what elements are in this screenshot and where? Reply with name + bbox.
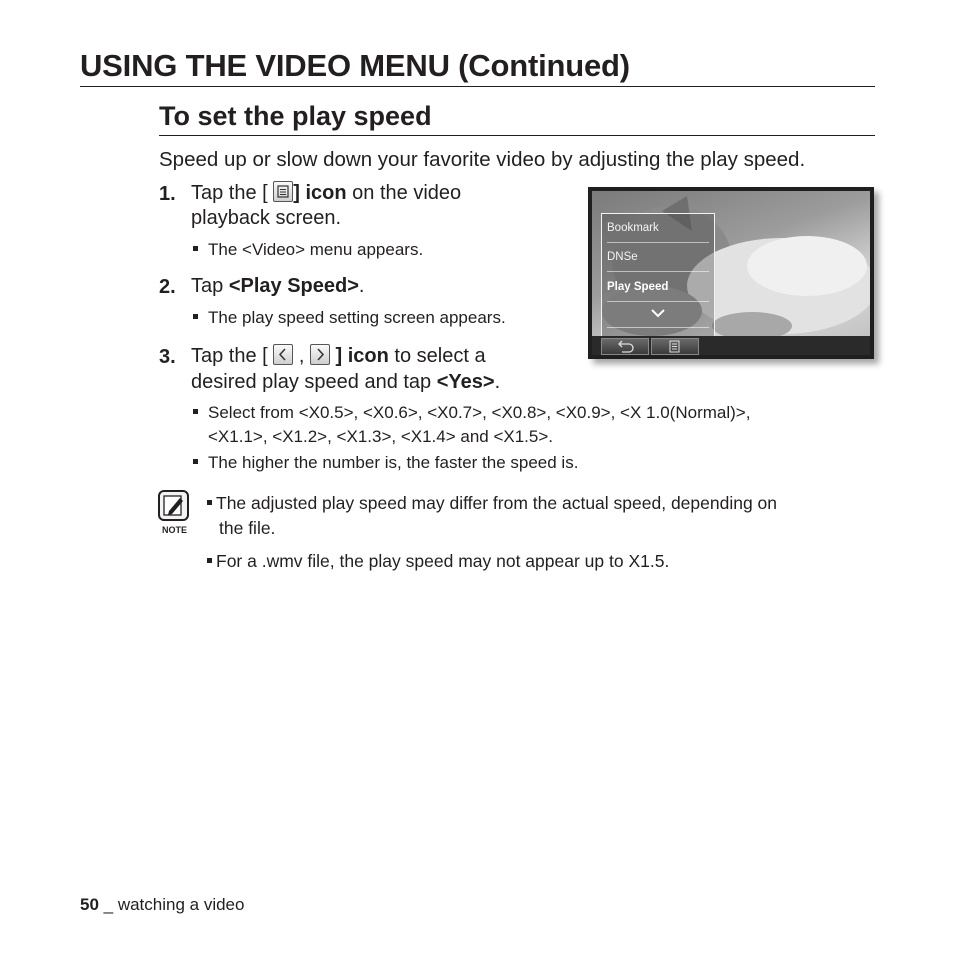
video-menu-panel (601, 213, 715, 337)
step-3-line2 (191, 370, 500, 395)
step-1-bold: ] icon (293, 182, 347, 204)
step-3-bullet-2 (193, 451, 578, 475)
step-1-post: on the video (346, 182, 462, 204)
step-3-bullet-1 (193, 401, 750, 425)
bullet-square (193, 246, 198, 251)
back-arrow-icon (602, 339, 648, 354)
step-3-separator: , (298, 345, 305, 367)
bullet-text: The play speed setting screen appears. (208, 308, 506, 327)
step-3-line2-post: . (494, 371, 501, 393)
bullet-square (193, 314, 198, 319)
bullet-square (193, 409, 198, 414)
title-divider (80, 86, 875, 87)
menu-item-dnse[interactable]: DNSe (607, 243, 709, 272)
step-3-text (191, 344, 486, 369)
bullet-square (193, 459, 198, 464)
bullet-text: The higher the number is, the faster the speed is. (208, 453, 579, 472)
playback-bottom-bar (592, 336, 870, 355)
menu-item-bookmark[interactable]: Bookmark (607, 214, 709, 243)
step-2-bullet (193, 306, 506, 330)
note-item-1-cont: the file. (219, 518, 276, 538)
chevron-down-icon (607, 303, 709, 327)
step-3-bullet-1-cont: <X1.1>, <X1.2>, <X1.3>, <X1.4> and <X1.5>. (208, 427, 554, 446)
back-button[interactable] (601, 338, 649, 355)
bullet-text: Select from <X0.5>, <X0.6>, <X0.7>, <X0.8>, <X0.9>, <X 1.0(Normal)>, (208, 403, 751, 422)
page-footer (80, 895, 244, 915)
note-item-2 (207, 549, 669, 573)
step-3-pre: Tap the [ (191, 345, 268, 367)
step-1-pre: Tap the [ (191, 182, 268, 204)
footer-section: _ watching a video (98, 895, 245, 914)
step-3-bold: ] icon (335, 345, 389, 367)
note-text: For a .wmv file, the play speed may not appear up to X1.5. (216, 551, 670, 571)
step-2-pre: Tap (191, 275, 229, 297)
pencil-note-icon (158, 490, 189, 521)
menu-item-play-speed[interactable]: Play Speed (607, 273, 709, 302)
device-screenshot (588, 187, 874, 359)
step-2-bold: <Play Speed> (228, 275, 359, 297)
chevron-right-icon (310, 344, 330, 365)
bullet-square (207, 500, 212, 505)
step-3-post: to select a (388, 345, 486, 367)
video-frame (592, 191, 870, 355)
menu-icon (652, 339, 698, 354)
page-number: 50 (80, 895, 99, 914)
chevron-left-icon (273, 344, 293, 365)
note-label: NOTE (161, 525, 187, 535)
step-3-number: 3. (159, 346, 176, 368)
step-2-text (191, 274, 364, 299)
menu-scroll-down[interactable] (607, 303, 709, 328)
bullet-square (207, 558, 212, 563)
bullet-text: The <Video> menu appears. (208, 240, 424, 259)
step-1-bullet (193, 238, 423, 262)
step-1-text (191, 181, 461, 206)
section-divider (159, 135, 875, 136)
section-title: To set the play speed (159, 101, 432, 131)
step-3-line2-bold: <Yes> (436, 371, 495, 393)
step-2-number: 2. (159, 276, 176, 298)
menu-icon (273, 181, 293, 202)
note-item-1 (207, 491, 777, 515)
step-1-line2: playback screen. (191, 207, 342, 229)
step-2-post: . (358, 275, 365, 297)
intro-text: Speed up or slow down your favorite video by adjusting the play speed. (159, 148, 806, 171)
page-title: USING THE VIDEO MENU (Continued) (80, 48, 630, 83)
note-text: The adjusted play speed may differ from the actual speed, depending on (216, 493, 778, 513)
menu-button[interactable] (651, 338, 699, 355)
step-1-number: 1. (159, 183, 176, 205)
step-3-line2-pre: desired play speed and tap (191, 371, 437, 393)
